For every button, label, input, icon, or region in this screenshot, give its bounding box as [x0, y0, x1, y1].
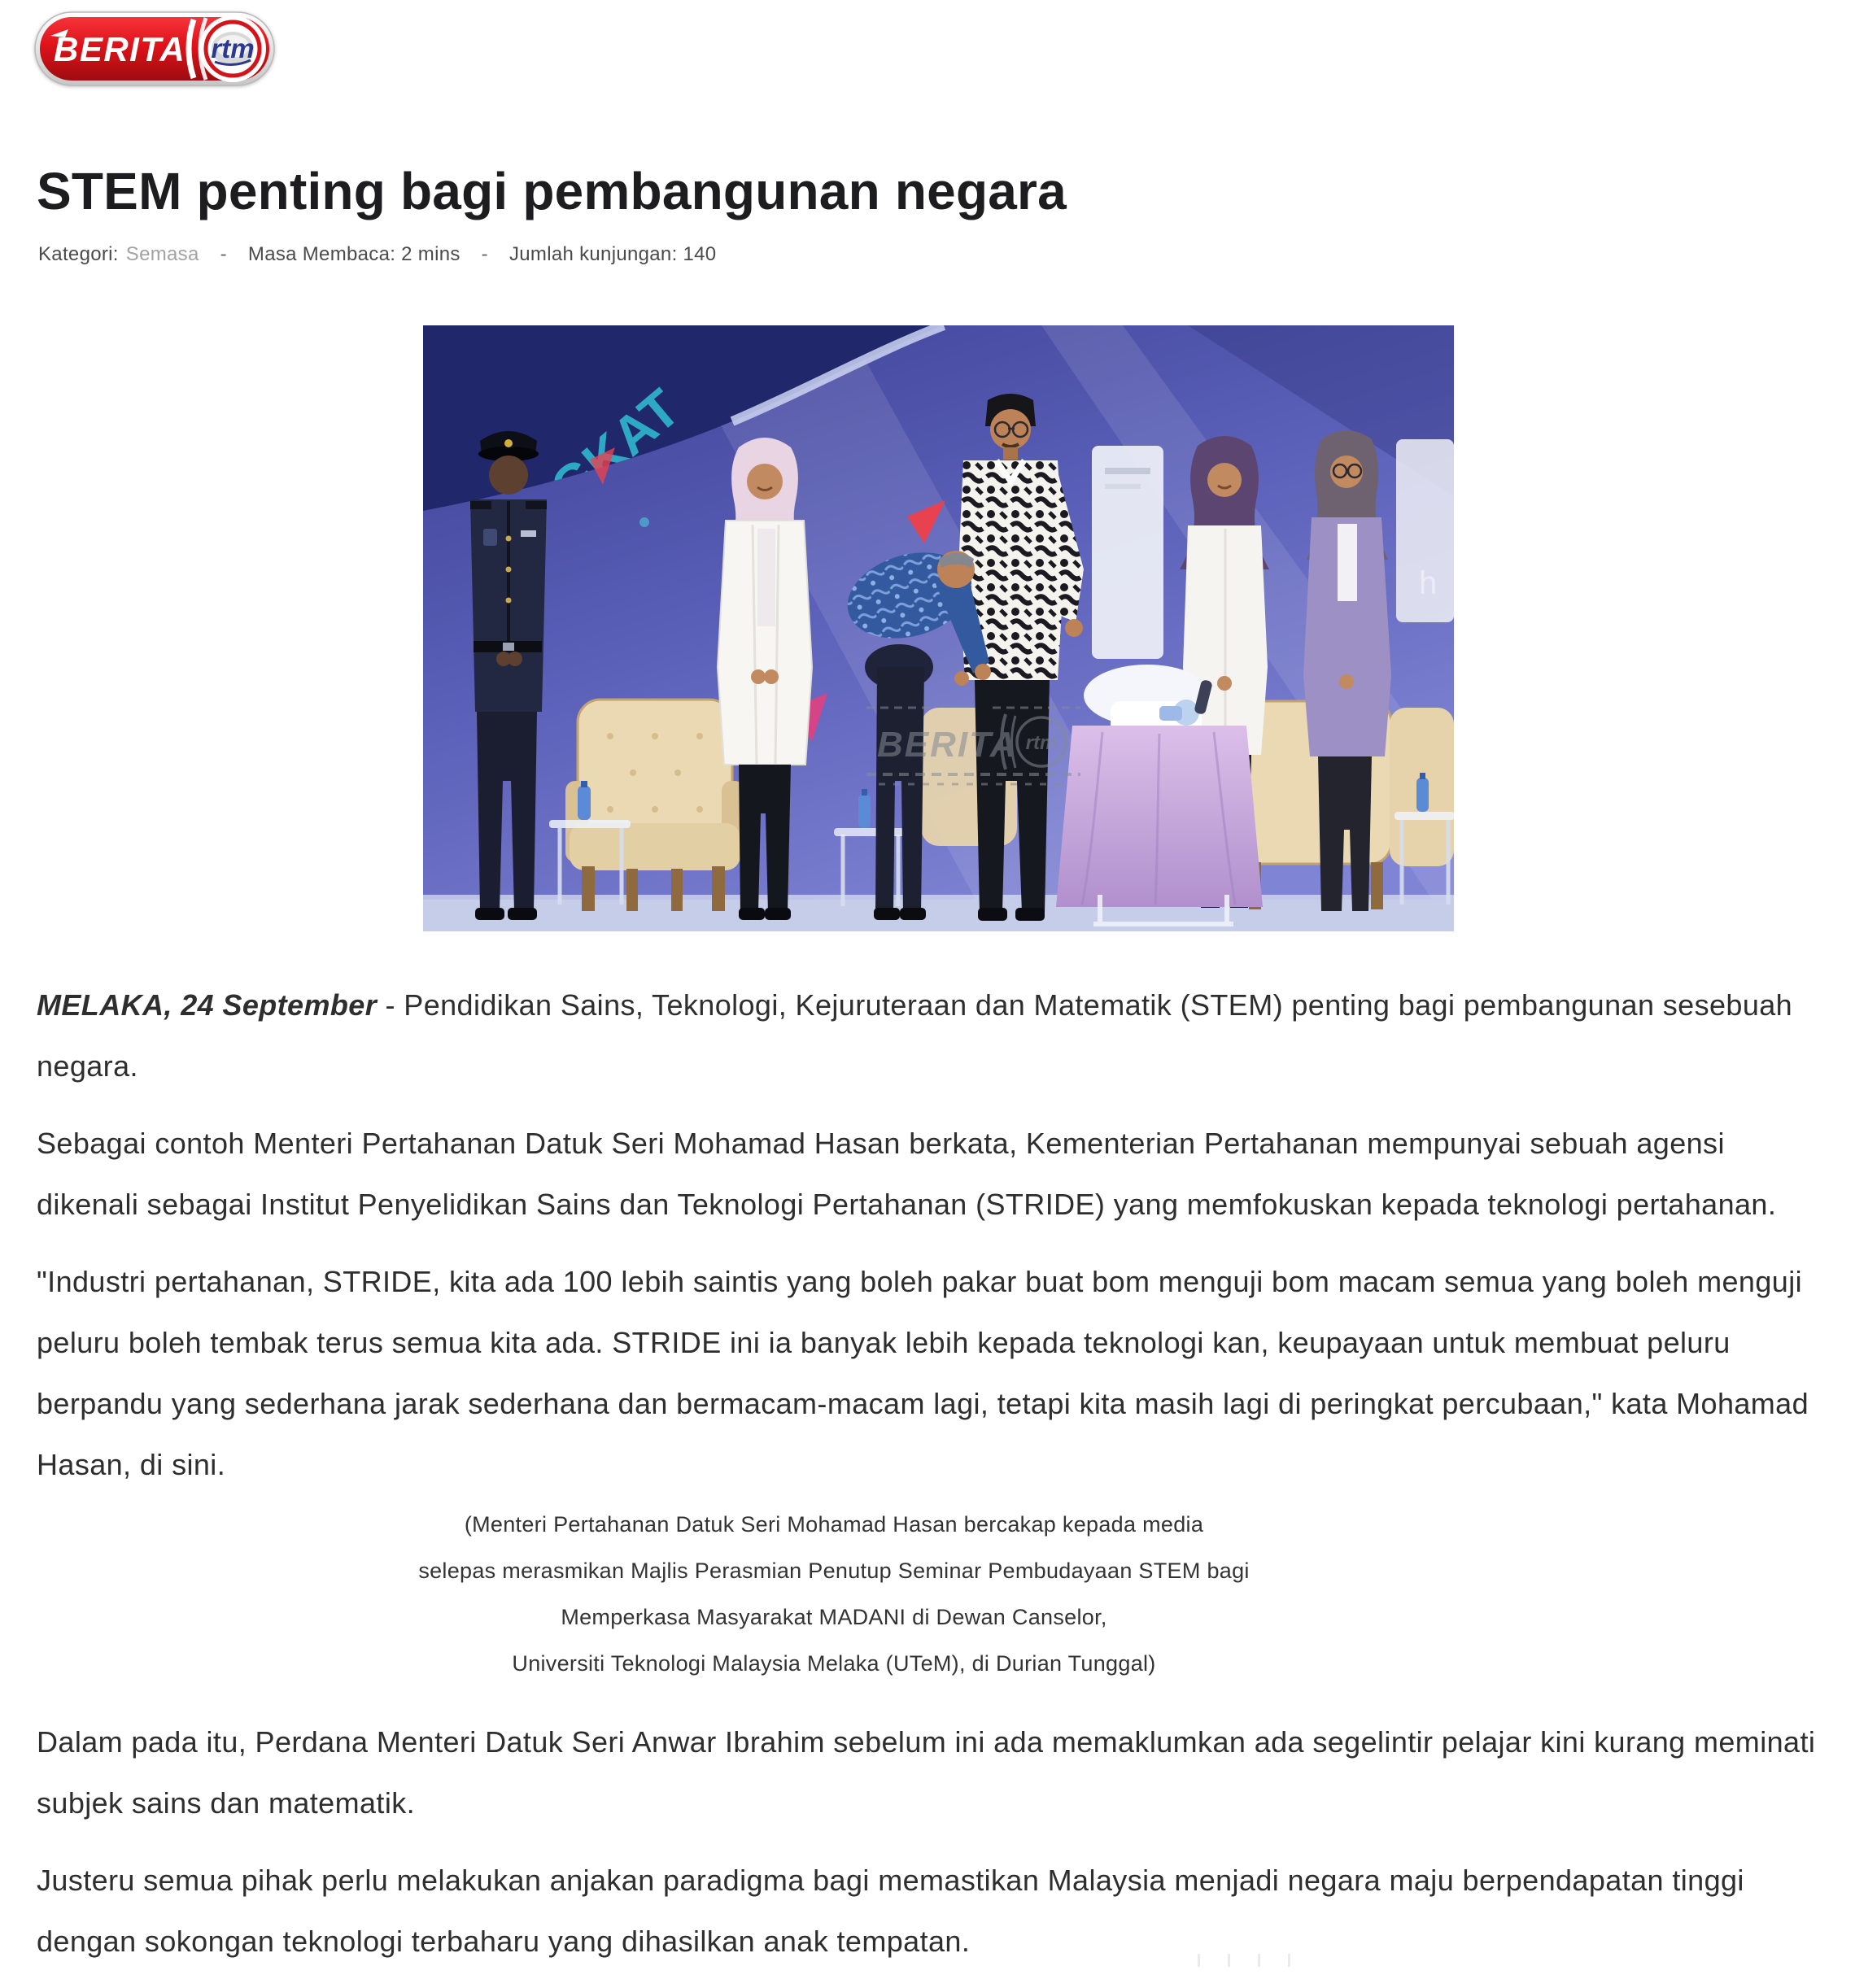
logo-rtm-text: rtm [211, 33, 255, 63]
photo-illustration [423, 325, 1454, 931]
visit-count: Jumlah kunjungan: 140 [508, 243, 717, 265]
article-meta [38, 243, 716, 266]
article-paragraph: MELAKA, 24 September - Pendidikan Sains, Teknologi, Kejuruteraan dan Matematik (STEM) penting bagi pembangunan sesebuah negara. [37, 988, 1793, 1083]
article-photo [423, 325, 1454, 931]
caption-line: (Menteri Pertahanan Datuk Seri Mohamad Hasan bercakap kepada media [464, 1512, 1204, 1537]
cutoff-toolbar-ticks [1198, 1954, 1290, 1967]
photo-caption [37, 1502, 1631, 1687]
meta-separator: - [220, 243, 227, 265]
article-paragraph: Justeru semua pihak perlu melakukan anjakan paradigma bagi memastikan Malaysia menjadi negara maju berpendapatan tinggi dengan sokongan teknologi terbaharu yang dihasilkan anak tempatan. [37, 1864, 1744, 1958]
page-title: STEM penting bagi pembangunan negara [37, 162, 1067, 220]
meta-separator: - [481, 243, 488, 265]
article-body [37, 974, 1823, 1988]
article-paragraph: "Industri pertahanan, STRIDE, kita ada 100 lebih saintis yang boleh pakar buat bom menguji bom macam semua yang boleh menguji peluru boleh tembak terus semua kita ada. STRIDE ini ia banyak lebih kepada teknologi kan, keupayaan untuk membuat peluru berpandu yang sederhana jarak sederhana dan bermacam-macam lagi, tetapi kita masih lagi di peringkat percubaan," kata Mohamad Hasan, di sini. [37, 1265, 1809, 1481]
reading-time: Masa Membaca: 2 mins [247, 243, 460, 265]
watermark-berita-text: BERITA [877, 725, 1018, 765]
article-paragraph: Sebagai contoh Menteri Pertahanan Datuk Seri Mohamad Hasan berkata, Kementerian Pertahanan mempunyai sebuah agensi dikenali sebagai Institut Penyelidikan Sains dan Teknologi Pertahanan (STRIDE) yang memfokuskan kepada teknologi pertahanan. [37, 1127, 1777, 1221]
caption-line: Universiti Teknologi Malaysia Melaka (UTeM), di Durian Tunggal) [512, 1651, 1156, 1676]
berita-rtm-logo-icon [34, 11, 275, 86]
category-label: Kategori: [38, 243, 119, 265]
site-logo[interactable] [34, 11, 275, 86]
caption-line: Memperkasa Masyarakat MADANI di Dewan Canselor, [561, 1605, 1107, 1629]
watermark-rtm-text: rtm [1025, 732, 1058, 754]
article-paragraph: Dalam pada itu, Perdana Menteri Datuk Seri Anwar Ibrahim sebelum ini ada memaklumkan ada segelintir pelajar kini kurang meminati subjek sains dan matematik. [37, 1725, 1816, 1820]
category-link[interactable]: Semasa [125, 243, 199, 265]
logo-berita-text: BERITA [54, 30, 186, 68]
dateline: MELAKA, 24 September [37, 988, 378, 1022]
caption-line: selepas merasmikan Majlis Perasmian Penutup Seminar Pembudayaan STEM bagi [418, 1559, 1250, 1583]
